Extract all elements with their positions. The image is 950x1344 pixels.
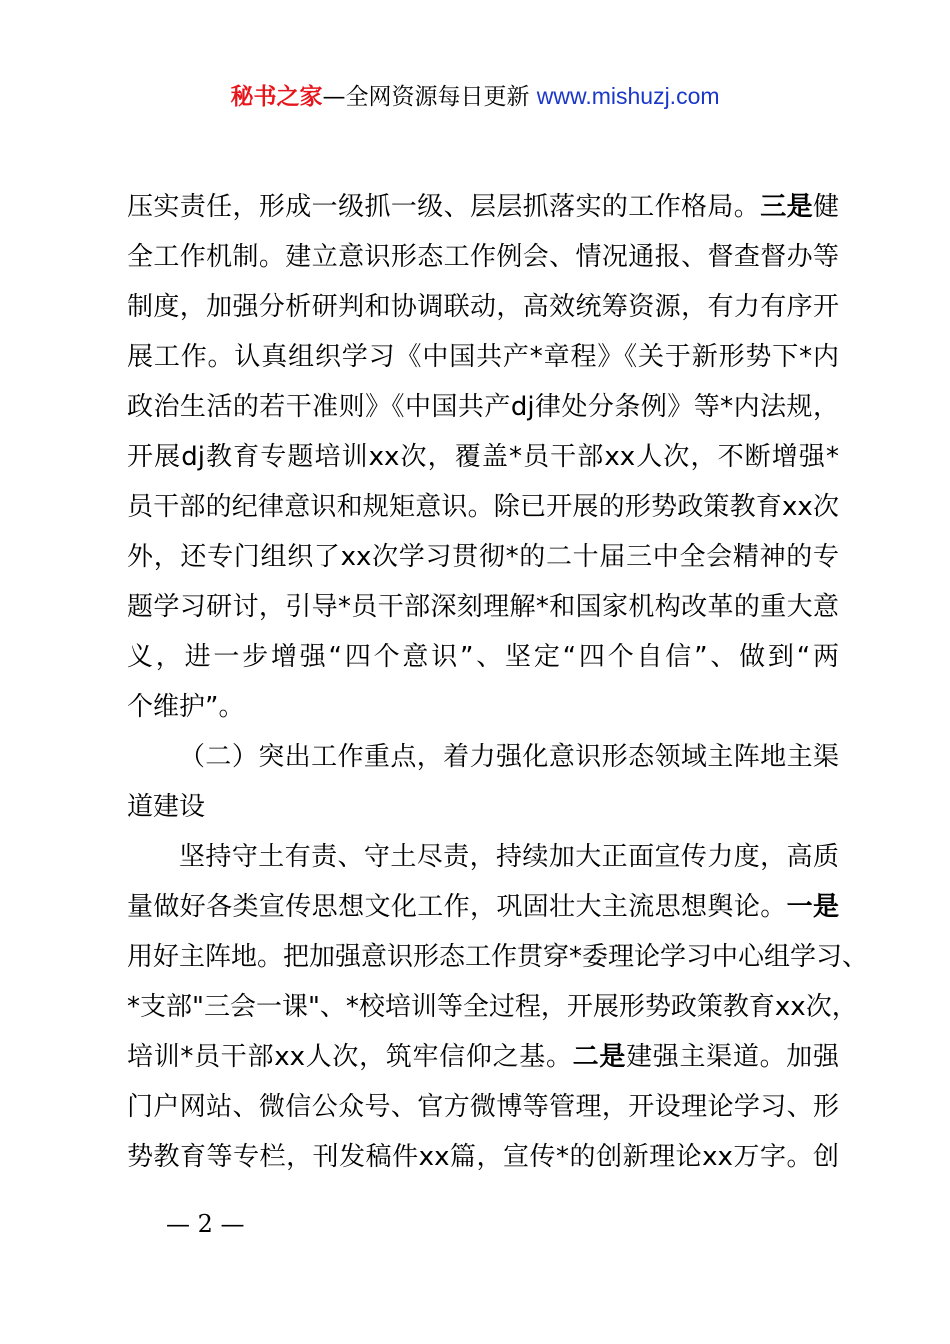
page-number: — 2 — [166,1210,245,1238]
emphasis-label: 三是 [760,192,813,222]
text-line: 题学习研讨，引导*员干部深刻理解*和国家机构改革的重大意 [127,592,839,622]
brand-name: 秘书之家 [230,84,323,110]
header-tagline: —全网资源每日更新 [322,84,537,110]
text-line: 用好主阵地。把加强意识形态工作贯穿*委理论学习中心组学习、 [127,942,869,972]
text-line: 政治生活的若干准则》《中国共产dj律处分条例》等*内法规， [127,392,839,422]
section-heading-cont: 道建设 [127,792,206,822]
text-line: 全工作机制。建立意识形态工作例会、情况通报、督查督办等 [127,242,839,272]
text-line: 量做好各类宣传思想文化工作，巩固壮大主流思想舆论。一是 [127,892,839,922]
text-line: *支部"三会一课"、*校培训等全过程，开展形势政策教育xx次， [127,992,858,1022]
text-line: 坚持守土有责、守土尽责，持续加大正面宣传力度，高质 [179,842,839,872]
emphasis-label: 二是 [572,1042,627,1072]
text-line: 制度，加强分析研判和协调联动，高效统筹资源，有力有序开 [127,292,839,322]
text-line: 压实责任，形成一级抓一级、层层抓落实的工作格局。三是健 [127,192,839,222]
site-url-link[interactable]: www.mishuzj.com [536,83,720,109]
document-body [127,182,869,1182]
site-header [0,80,950,113]
text-line: 展工作。认真组织学习《中国共产*章程》《关于新形势下*内 [127,342,839,372]
text-line: 个维护”。 [127,692,245,722]
text-line: 势教育等专栏，刊发稿件xx篇，宣传*的创新理论xx万字。创 [127,1142,839,1172]
section-heading: （二）突出工作重点，着力强化意识形态领域主阵地主渠 [179,742,839,772]
text-line: 外，还专门组织了xx次学习贯彻*的二十届三中全会精神的专 [127,542,839,572]
emphasis-label: 一是 [786,892,839,922]
text-line: 开展dj教育专题培训xx次，覆盖*员干部xx人次，不断增强* [127,442,839,472]
text-line: 门户网站、微信公众号、官方微博等管理，开设理论学习、形 [127,1092,839,1122]
text-line: 义，进一步增强“四个意识”、坚定“四个自信”、做到“两 [127,642,839,672]
text-line: 培训*员干部xx人次，筑牢信仰之基。二是建强主渠道。加强 [127,1042,839,1072]
text-line: 员干部的纪律意识和规矩意识。除已开展的形势政策教育xx次 [127,492,839,522]
